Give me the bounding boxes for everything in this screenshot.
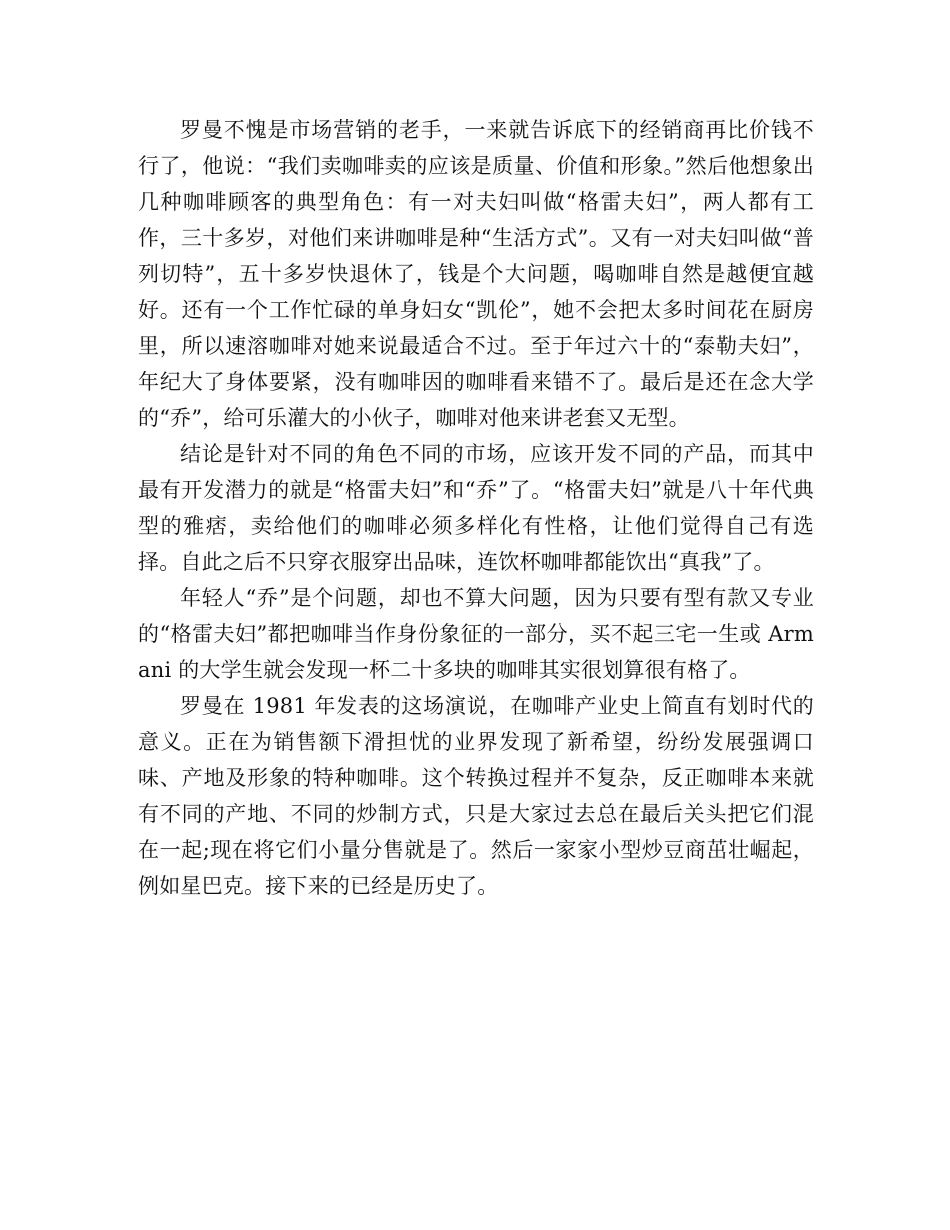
paragraph-conclusion: 结论是针对不同的角色不同的市场，应该开发不同的产品，而其中最有开发潜力的就是“格雷夫妇”和“乔”了。“格雷夫妇”就是八十年代典型的雅痞，卖给他们的咖啡必须多样化有性格，让他们觉得自己有选择。自此之后不只穿衣服穿出品味，连饮杯咖啡都能饮出“真我”了。: [138, 442, 814, 574]
paragraph-roman-marketing: 罗曼不愧是市场营销的老手，一来就告诉底下的经销商再比价钱不行了，他说：“我们卖咖啡卖的应该是质量、价值和形象。”然后他想象出几种咖啡顾客的典型角色：有一对夫妇叫做“格雷夫妇”，两人都有工作，三十多岁，对他们来讲咖啡是种“生活方式”。又有一对夫妇叫做“普列切特”，五十多岁快退休了，钱是个大问题，喝咖啡自然是越便宜越好。还有一个工作忙碌的单身妇女“凯伦”，她不会把太多时间花在厨房里，所以速溶咖啡对她来说最适合不过。至于年过六十的“泰勒夫妇”，年纪大了身体要紧，没有咖啡因的咖啡看来错不了。最后是还在念大学的“乔”，给可乐灌大的小伙子，咖啡对他来讲老套又无型。: [138, 118, 814, 430]
document-body: [138, 112, 814, 904]
paragraph-1981-speech: 罗曼在 1981 年发表的这场演说，在咖啡产业史上简直有划时代的意义。正在为销售额下滑担忧的业界发现了新希望，纷纷发展强调口味、产地及形象的特种咖啡。这个转换过程并不复杂，反正咖啡本来就有不同的产地、不同的炒制方式，只是大家过去总在最后关头把它们混在一起;现在将它们小量分售就是了。然后一家家小型炒豆商茁壮崛起，例如星巴克。接下来的已经是历史了。: [138, 694, 814, 898]
paragraph-young-joe: 年轻人“乔”是个问题，却也不算大问题，因为只要有型有款又专业的“格雷夫妇”都把咖啡当作身份象征的一部分，买不起三宅一生或 Armani 的大学生就会发现一杯二十多块的咖啡其实很划算很有格了。: [138, 586, 814, 682]
